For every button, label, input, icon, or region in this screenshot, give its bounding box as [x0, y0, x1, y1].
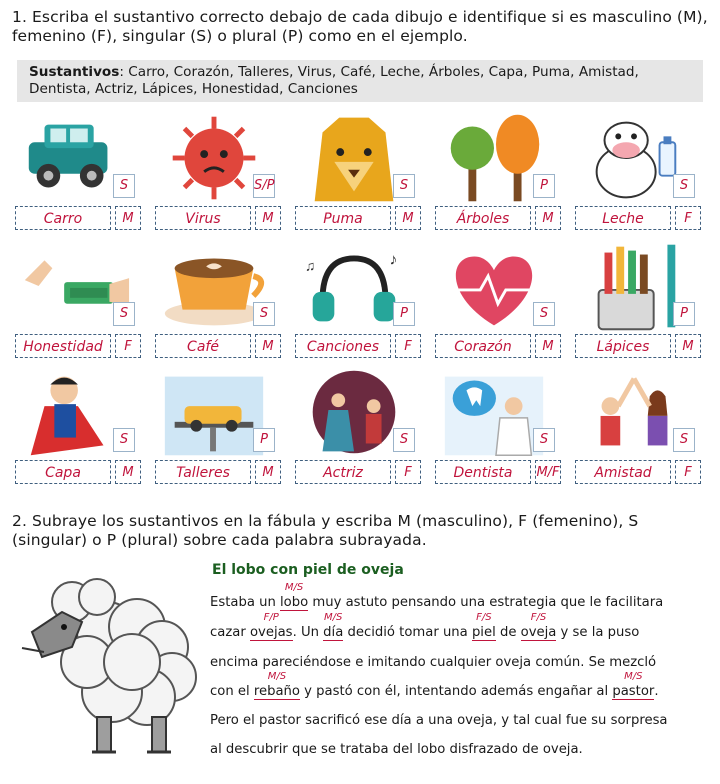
gender-answer-box[interactable]: M — [255, 334, 281, 358]
noun-answer-box[interactable]: Talleres — [155, 460, 251, 484]
svg-text:♫: ♫ — [304, 258, 316, 274]
exercise-item — [155, 112, 295, 242]
gender-answer-box[interactable]: M — [535, 206, 561, 230]
fable-line-1: Estaba un lobo M/S muy astuto pensando una estrategia que le facilitara — [210, 582, 664, 610]
exercise-item — [15, 112, 155, 242]
fable-title: El lobo con piel de oveja — [212, 562, 404, 578]
question-2-title: 2. Subraye los sustantivos en la fábula y escriba M (masculino), F (femenino), S (singular) o P (plural) sobre cada palabra subrayada. — [12, 512, 639, 549]
exercise-item — [295, 366, 435, 496]
noun-lobo: lobo M/S — [280, 582, 309, 610]
noun-answer-box[interactable]: Árboles — [435, 206, 531, 230]
noun-pastor: pastor M/S — [612, 671, 655, 699]
gender-answer-box[interactable]: M/F — [535, 460, 561, 484]
noun-dia: día M/S — [323, 612, 344, 640]
number-answer-box[interactable]: S — [113, 428, 135, 452]
exercise-item — [575, 366, 715, 496]
gender-answer-box[interactable]: M — [115, 206, 141, 230]
number-answer-box[interactable]: S — [533, 302, 555, 326]
word-bank — [17, 60, 703, 102]
gender-answer-box[interactable]: F — [395, 334, 421, 358]
number-answer-box[interactable]: P — [393, 302, 415, 326]
gender-answer-box[interactable]: M — [395, 206, 421, 230]
fable-line-3: encima pareciéndose e imitando cualquier oveja común. Se mezcló — [210, 655, 657, 670]
svg-text:♪: ♪ — [389, 251, 398, 269]
gender-answer-box[interactable]: M — [115, 460, 141, 484]
gender-answer-box[interactable]: M — [535, 334, 561, 358]
noun-answer-box[interactable]: Canciones — [295, 334, 391, 358]
gender-answer-box[interactable]: F — [675, 206, 701, 230]
fable-line-6: al descubrir que se trataba del lobo disfrazado de oveja. — [210, 742, 583, 757]
number-answer-box[interactable]: P — [533, 174, 555, 198]
noun-oveja: oveja F/S — [520, 612, 557, 640]
noun-piel: piel F/S — [471, 612, 496, 640]
number-answer-box[interactable]: P — [673, 302, 695, 326]
gender-answer-box[interactable]: F — [395, 460, 421, 484]
number-answer-box[interactable]: S — [253, 302, 275, 326]
noun-answer-box[interactable]: Café — [155, 334, 251, 358]
exercise-item — [155, 366, 295, 496]
number-answer-box[interactable]: S/P — [253, 174, 275, 198]
number-answer-box[interactable]: S — [533, 428, 555, 452]
number-answer-box[interactable]: S — [113, 174, 135, 198]
exercise-item — [435, 366, 575, 496]
fable-line-4: con el rebaño M/S y pastó con él, intentando además engañar al pastor M/S . — [210, 671, 659, 699]
gender-answer-box[interactable]: F — [115, 334, 141, 358]
word-bank-label: Sustantivos — [29, 64, 120, 80]
noun-ovejas: ovejas F/P — [249, 612, 293, 640]
noun-rebano: rebaño M/S — [253, 671, 300, 699]
exercise-item — [295, 240, 435, 370]
noun-answer-box[interactable]: Dentista — [435, 460, 531, 484]
wolf-in-sheep-clothing-icon — [12, 562, 207, 762]
gender-answer-box[interactable]: M — [255, 460, 281, 484]
gender-answer-box[interactable]: M — [255, 206, 281, 230]
exercise-item — [155, 240, 295, 370]
noun-answer-box[interactable]: Carro — [15, 206, 111, 230]
exercise-item — [295, 112, 435, 242]
noun-answer-box[interactable]: Honestidad — [15, 334, 111, 358]
fable-line-2: cazar ovejas F/P . Un día M/S decidió tomar una piel F/S de oveja F/S y se la puso — [210, 612, 640, 640]
noun-answer-box[interactable]: Puma — [295, 206, 391, 230]
exercise-item — [15, 366, 155, 496]
exercise-item — [435, 112, 575, 242]
noun-answer-box[interactable]: Capa — [15, 460, 111, 484]
gender-answer-box[interactable]: F — [675, 460, 701, 484]
number-answer-box[interactable]: S — [673, 428, 695, 452]
exercise-item — [15, 240, 155, 370]
noun-answer-box[interactable]: Lápices — [575, 334, 671, 358]
exercise-item — [435, 240, 575, 370]
question-1-title: 1. Escriba el sustantivo correcto debajo de cada dibujo e identifique si es masculino (M), femenino (F), singular (S) o plural (P) como en el ejemplo. — [12, 8, 708, 45]
number-answer-box[interactable]: S — [393, 428, 415, 452]
noun-answer-box[interactable]: Corazón — [435, 334, 531, 358]
fable-line-5: Pero el pastor sacrificó ese día a una oveja, y tal cual fue su sorpresa — [210, 713, 668, 728]
number-answer-box[interactable]: S — [393, 174, 415, 198]
exercise-item — [575, 240, 715, 370]
exercise-item — [575, 112, 715, 242]
gender-answer-box[interactable]: M — [675, 334, 701, 358]
word-bank-words: : Carro, Corazón, Talleres, Virus, Café, Leche, Árboles, Capa, Puma, Amistad, Dentista, Actriz, Lápices, Honestidad, Canciones — [29, 64, 639, 97]
number-answer-box[interactable]: S — [113, 302, 135, 326]
noun-answer-box[interactable]: Virus — [155, 206, 251, 230]
noun-answer-box[interactable]: Actriz — [295, 460, 391, 484]
noun-answer-box[interactable]: Leche — [575, 206, 671, 230]
number-answer-box[interactable]: S — [673, 174, 695, 198]
noun-answer-box[interactable]: Amistad — [575, 460, 671, 484]
number-answer-box[interactable]: P — [253, 428, 275, 452]
